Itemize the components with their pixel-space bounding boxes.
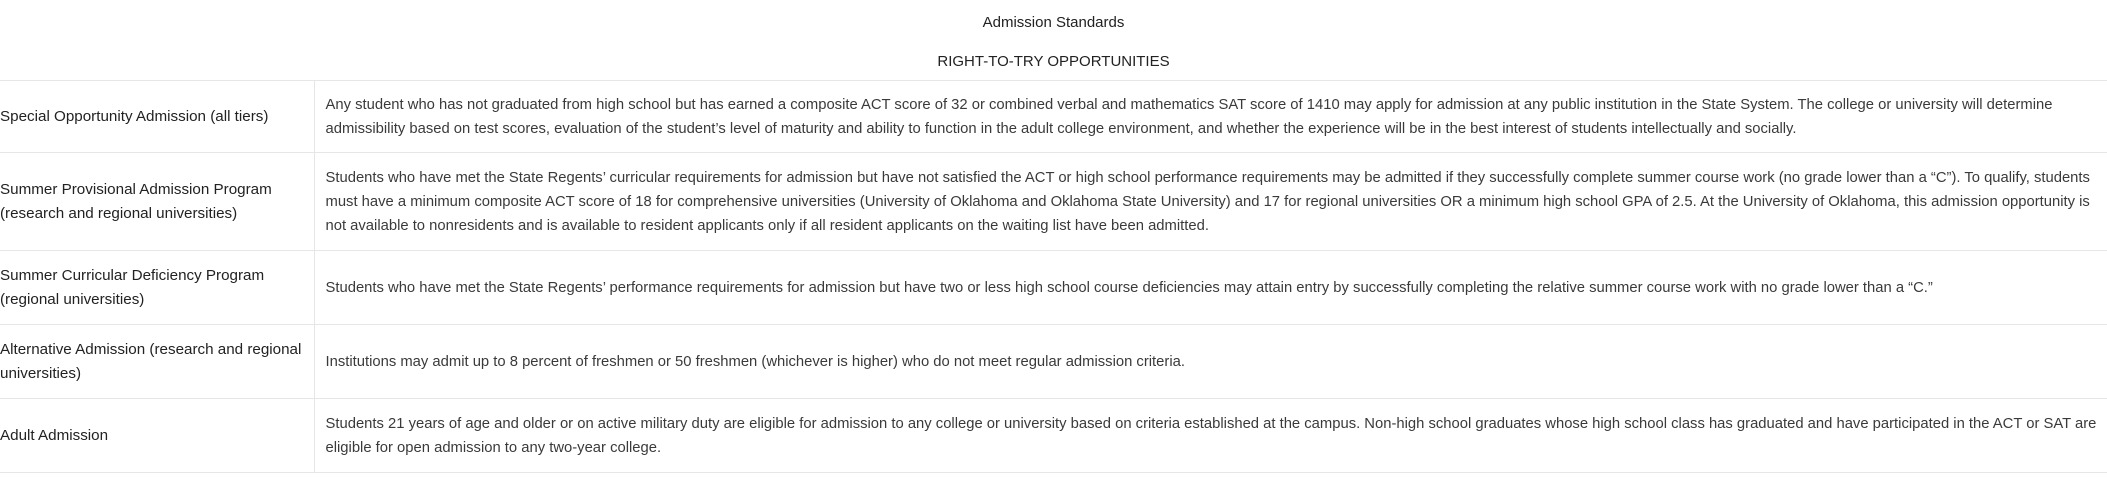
row-label: Summer Provisional Admission Program (research and regional universities): [0, 153, 314, 251]
row-label: Adult Admission: [0, 399, 314, 473]
row-description: Students who have met the State Regents’ performance requirements for admission but have two or less high school course deficiencies may attain entry by successfully completing the relative summer course work with no grade lower than a “C.”: [325, 279, 1933, 296]
row-label: Alternative Admission (research and regional universities): [0, 325, 314, 399]
row-description: Institutions may admit up to 8 percent of freshmen or 50 freshmen (whichever is higher) who do not meet regular admission criteria.: [325, 353, 1185, 370]
section-title: RIGHT-TO-TRY OPPORTUNITIES: [937, 53, 1170, 70]
table-row: [0, 399, 2107, 473]
row-description: Students 21 years of age and older or on active military duty are eligible for admission to any college or university based on criteria established at the campus. Non-high school graduates whose high school class has graduated and have participated in the ACT or SAT are eligible for open admission to any two-year college.: [325, 415, 2097, 456]
row-description: Any student who has not graduated from high school but has earned a composite ACT score of 32 or combined verbal and mathematics SAT score of 1410 may apply for admission at any public institution in the State System. The college or university will determine admissibility based on test scores, evaluation of the student’s level of maturity and ability to function in the adult college environment, and whether the experience will be in the best interest of students intellectually and socially.: [325, 96, 2053, 137]
table-row: [0, 153, 2107, 251]
table-row: [0, 81, 2107, 153]
row-description: Students who have met the State Regents’ curricular requirements for admission but have not satisfied the ACT or high school performance requirements may be admitted if they successfully complete summer course work (no grade lower than a “C”). To qualify, students must have a minimum composite ACT score of 18 for comprehensive universities (University of Oklahoma and Oklahoma State University) and 17 for regional universities OR a minimum high school GPA of 2.5. At the University of Oklahoma, this admission opportunity is not available to nonresidents and is available to resident applicants only if all resident applicants on the waiting list have been admitted.: [325, 169, 2090, 234]
row-label: Summer Curricular Deficiency Program (regional universities): [0, 251, 314, 325]
table-row: [0, 251, 2107, 325]
page-title: Admission Standards: [982, 14, 1125, 31]
row-label: Special Opportunity Admission (all tiers): [0, 81, 314, 153]
table-row: [0, 325, 2107, 399]
admission-standards-table: [0, 80, 2107, 473]
